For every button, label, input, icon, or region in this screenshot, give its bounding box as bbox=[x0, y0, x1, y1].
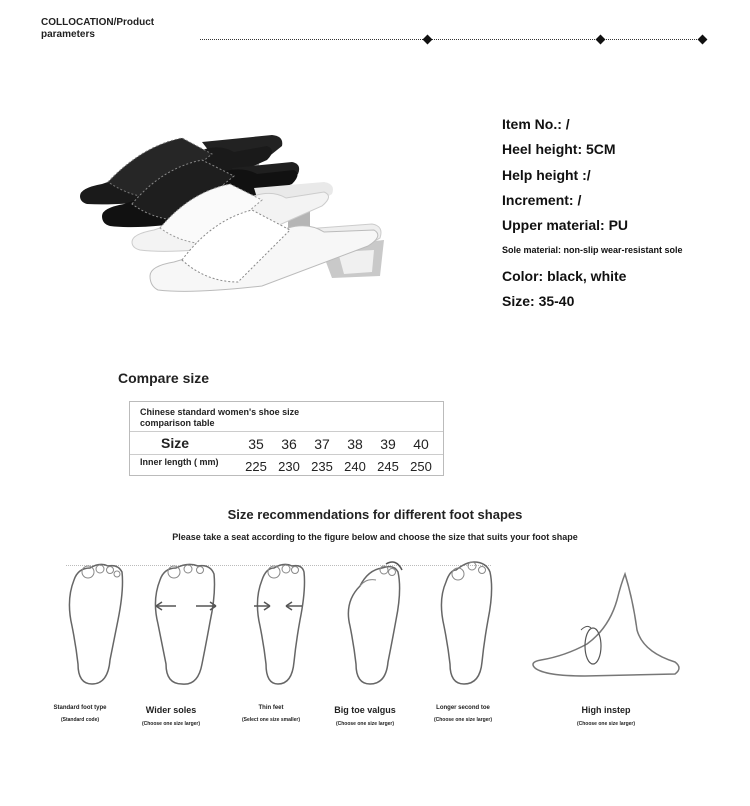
wide-foot-icon bbox=[148, 560, 228, 690]
table-row-size bbox=[130, 431, 443, 454]
spec-sole-material: Sole material: non-slip wear-resistant sole bbox=[502, 245, 683, 256]
foot-label-wide: Wider soles (Choose one size larger) bbox=[141, 705, 201, 727]
size-row-label: Size bbox=[161, 435, 190, 451]
foot-label-high-instep: High instep (Choose one size larger) bbox=[576, 705, 636, 727]
spec-color: Color: black, white bbox=[502, 267, 627, 284]
length-cell: 240 bbox=[344, 459, 366, 474]
table-caption: Chinese standard women's shoe size comparison table bbox=[140, 407, 300, 428]
spec-upper-material: Upper material: PU bbox=[502, 217, 629, 234]
size-cell: 36 bbox=[281, 436, 297, 452]
long-second-toe-foot-icon bbox=[432, 560, 512, 690]
compare-size-title: Compare size bbox=[118, 370, 210, 386]
spec-heel-height: Heel height: 5CM bbox=[502, 141, 616, 158]
table-row-length bbox=[130, 454, 443, 476]
size-comparison-table bbox=[129, 401, 444, 476]
product-photo bbox=[62, 80, 402, 310]
spec-size: Size: 35-40 bbox=[502, 293, 575, 310]
length-row-label: Inner length ( mm) bbox=[140, 457, 219, 467]
divider-diamond-icon bbox=[423, 35, 433, 45]
standard-foot-icon bbox=[60, 560, 140, 690]
foot-label-second-toe: Longer second toe (Choose one size larger) bbox=[433, 705, 493, 723]
divider-diamond-icon bbox=[698, 35, 708, 45]
size-cell: 40 bbox=[413, 436, 429, 452]
spec-help-height: Help height :/ bbox=[502, 166, 591, 183]
length-cell: 250 bbox=[410, 459, 432, 474]
length-cell: 230 bbox=[278, 459, 300, 474]
size-cell: 38 bbox=[347, 436, 363, 452]
length-cell: 235 bbox=[311, 459, 333, 474]
foot-label-standard: Standard foot type (Standard code) bbox=[53, 705, 107, 723]
page-header-title: COLLOCATION/Product parameters bbox=[41, 17, 155, 40]
product-specs bbox=[502, 112, 742, 314]
toe-valgus-foot-icon bbox=[338, 560, 418, 690]
length-cell: 225 bbox=[245, 459, 267, 474]
size-cell: 39 bbox=[380, 436, 396, 452]
size-cell: 35 bbox=[248, 436, 264, 452]
recommendations-title: Size recommendations for different foot shapes bbox=[227, 507, 523, 522]
spec-item-no: Item No.: / bbox=[502, 116, 570, 132]
recommendations-subtitle: Please take a seat according to the figure below and choose the size that suits your foot shape bbox=[172, 532, 578, 542]
thin-foot-icon bbox=[246, 560, 326, 690]
size-cell: 37 bbox=[314, 436, 330, 452]
spec-increment: Increment: / bbox=[502, 191, 582, 208]
foot-label-thin: Thin feet (Select one size smaller) bbox=[241, 705, 301, 723]
foot-label-toe-valgus: Big toe valgus (Choose one size larger) bbox=[334, 705, 396, 727]
high-instep-foot-icon bbox=[525, 560, 685, 690]
length-cell: 245 bbox=[377, 459, 399, 474]
divider-diamond-icon bbox=[596, 35, 606, 45]
header-divider bbox=[200, 39, 705, 40]
